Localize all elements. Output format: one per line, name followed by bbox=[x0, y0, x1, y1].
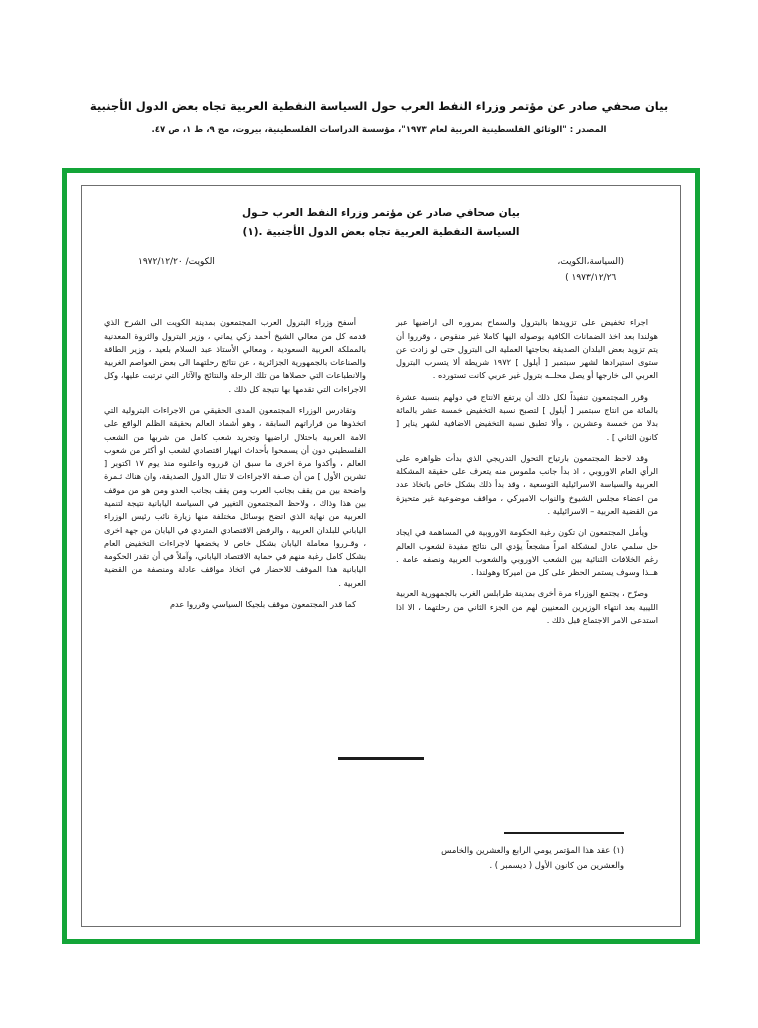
paragraph: أسفح وزراء البترول العرب المجتمعون بمدينة الكويت الى الشرح الذي قدمه كل من معالي الشيخ أحمد زكي يماني ، وزير البترول والثروة المعدنية بالمملكة العربية السعودية ، ومعالي الأستاذ عبد السلام بلعيد ، وزير الطاقة والصناعات بالجمهورية الجزائرية ، عن نتائج رحلتهما الى بعض العواصم الغربية والانطباعات التي حصلاها من تلك الرحلة والنتائج والآثار التي ترتبت عليها، وكل الاجراءات التي تقدمها بها نتيجة كل ذلك . bbox=[104, 317, 366, 394]
sheet-meta-row bbox=[104, 255, 658, 287]
body-column-right bbox=[104, 316, 366, 635]
sheet-publication-line-2: ١٩٧٣/١٢/٢٦ ) bbox=[565, 272, 617, 283]
sheet-place-date bbox=[138, 255, 215, 287]
body-columns bbox=[104, 316, 658, 635]
paragraph: وقرر المجتمعون تنفيذاً لكل ذلك أن يرتفع الانتاج في دولهم بنسبة عشرة بالمائة من انتاج سبتمبر [ أيلول ] لتصبح نسبة التخفيض خمسة عشر بالمائة بدلا من خمسة وعشرين ، وألا تطبق نسبة التخفيض الاضافية لشهر يناير [ كانون الثاني ] . bbox=[396, 391, 658, 442]
footnote-line-2: والعشرين من كانون الأول ( ديسمبر ) . bbox=[489, 860, 624, 871]
scanned-sheet bbox=[104, 204, 658, 910]
document-source-line: المصدر : "الوثائق الفلسطينية العربية لعام ١٩٧٣"، مؤسسة الدراسات الفلسطينية، بيروت، مج ٩، ط ١، ص ٤٧. bbox=[151, 125, 607, 136]
sheet-title bbox=[216, 204, 546, 243]
sheet-publication-line-1: (السياسة،الكويت، bbox=[557, 256, 624, 267]
paragraph: وصرّح ، يجتمع الوزراء مرة أخرى بمدينة طرابلس الغرب بالجمهورية العربية الليبية بعد انتهاء الوزيرين المعنيين لهم من الجزء الثاني من رحلتهما ، الا اذا استدعى الامر الاجتماع قبل ذلك . bbox=[396, 588, 658, 625]
sheet-place-date-line: الكويت/ ١٩٧٢/١٢/٢٠ bbox=[138, 256, 215, 267]
footnote bbox=[344, 832, 624, 874]
section-divider bbox=[338, 757, 424, 760]
paragraph: وتقادرس الوزراء المجتمعون المدى الحقيقي من الاجراءات البترولية التي اتخذوها من قراراتهم السابقة ، وهو أشماد العالم بحقيقة الظلم الواقع على الامة العربية باحتلال اراضيها وتجريد شعب كامل من شربها من الشعب الفلسطيني دون أن يسمحوا بأحداث انهيار اقتصادي لشعب او أكثر من شعوب العالم ، وأكدوا مرة اخرى ما سبق ان قرروه واعلنوه منذ يوم ١٧ اكتوبر [ تشرين الأول ] من أن صـفة الاجراءات لا تنال الدول الصديقة، وان هناك ثـمرة واضحة بين من يقف بجانب العرب ومن يقف بجانب العدو ومن هو من موقف بين هذا وذاك ، ولاحظ المجتمعون التغيير في السياسة اليابانية نتيجة لتنمية العربية من نهاية الذي اتضح بوسائل مختلفة منها زيارة نائب رئيس الوزراء الياباني للبلدان العربية ، والرفض الاقتصادي المتردي في اليابان من جهة اخرى ، وقـرروا معاملة اليابان بشكل خاص لا يخضعها لاجراءات التخفيض العام بشكل كامل رغبة منهم في حماية الاقتصاد الياباني، وآملاً في أن تقدر الحكومة اليابانية هذا الموقف للاحضار في اتخاذ مواقف عادلة ومنصفة من القضية العربية . bbox=[104, 405, 366, 588]
footnote-line-1: (١) عقد هذا المؤتمر يومي الرابع والعشرين والخامس bbox=[441, 844, 624, 855]
document-title: بيان صحفي صادر عن مؤتمر وزراء النفط العرب حول السياسة النفطية العربية تجاه بعض الدول الأجنبية bbox=[89, 99, 669, 113]
sheet-publication bbox=[557, 255, 624, 287]
paragraph: ويأمل المجتمعون ان تكون رغبة الحكومة الاوروبية في المساهمة في ايجاد حل سلمي عادل لمشكلة امراً مشجعاً يؤدي الى نتائج مفيدة لشعوب العالم رغم الخلافات الثنائية بين الشعب الاوروبي والشعوب العربية ونصفه عامة . هــذا وسوف يستمر الحظر على كل من اميركا وهولندا . bbox=[396, 527, 658, 578]
body-column-left bbox=[396, 316, 658, 635]
scan-frame bbox=[62, 168, 700, 944]
paragraph: اجراء تخفيض على تزويدها بالبترول والسماح بمروره الى اراضيها عبر هولندا بعد اخذ الضمانات الكافية بوصوله اليها كاملا غير منقوص ، وقرروا أن يتم تزويد بعض البلدان الصديقة بحاجتها العملية الى البترول حتى لو زادت عن ستوى استيرادها لشهر سبتمبر [ أيلول ] ١٩٧٢ شريطة ألا يتسرب البترول العربي الى خارجها أو يصل محلــه بترول غير عربي كانت تستورده . bbox=[396, 317, 658, 381]
sheet-title-line-2: السياسة النفطية العربية تجاه بعض الدول الأجنبية .(١) bbox=[242, 226, 520, 239]
document-header bbox=[0, 98, 758, 137]
footnote-divider bbox=[504, 832, 624, 834]
paragraph: وقد لاحظ المجتمعون بارتياح التحول التدريجي الذي بدأت ظواهره على الرأي العام الاوروبي ، اذ بدأ جانب ملموس منه يتعرف على حقيقة المشكلة العربية والسياسة الاسرائيلية التوسعية ، وقد بدأ ذلك بشكل خاص باتخاذ عدد من اعضاء مجلس الشيوخ والنواب الاميركي ، مواقف موضوعية غير متحيزة من القضية العربية – الاسرائيلية . bbox=[396, 452, 658, 516]
sheet-title-line-1: بيان صحافي صادر عن مؤتمر وزراء النفط العرب حـول bbox=[242, 207, 520, 219]
scan-inner-border bbox=[81, 185, 681, 927]
paragraph: كما قدر المجتمعون موقف بلجيكا السياسي وقرروا عدم bbox=[169, 598, 356, 609]
